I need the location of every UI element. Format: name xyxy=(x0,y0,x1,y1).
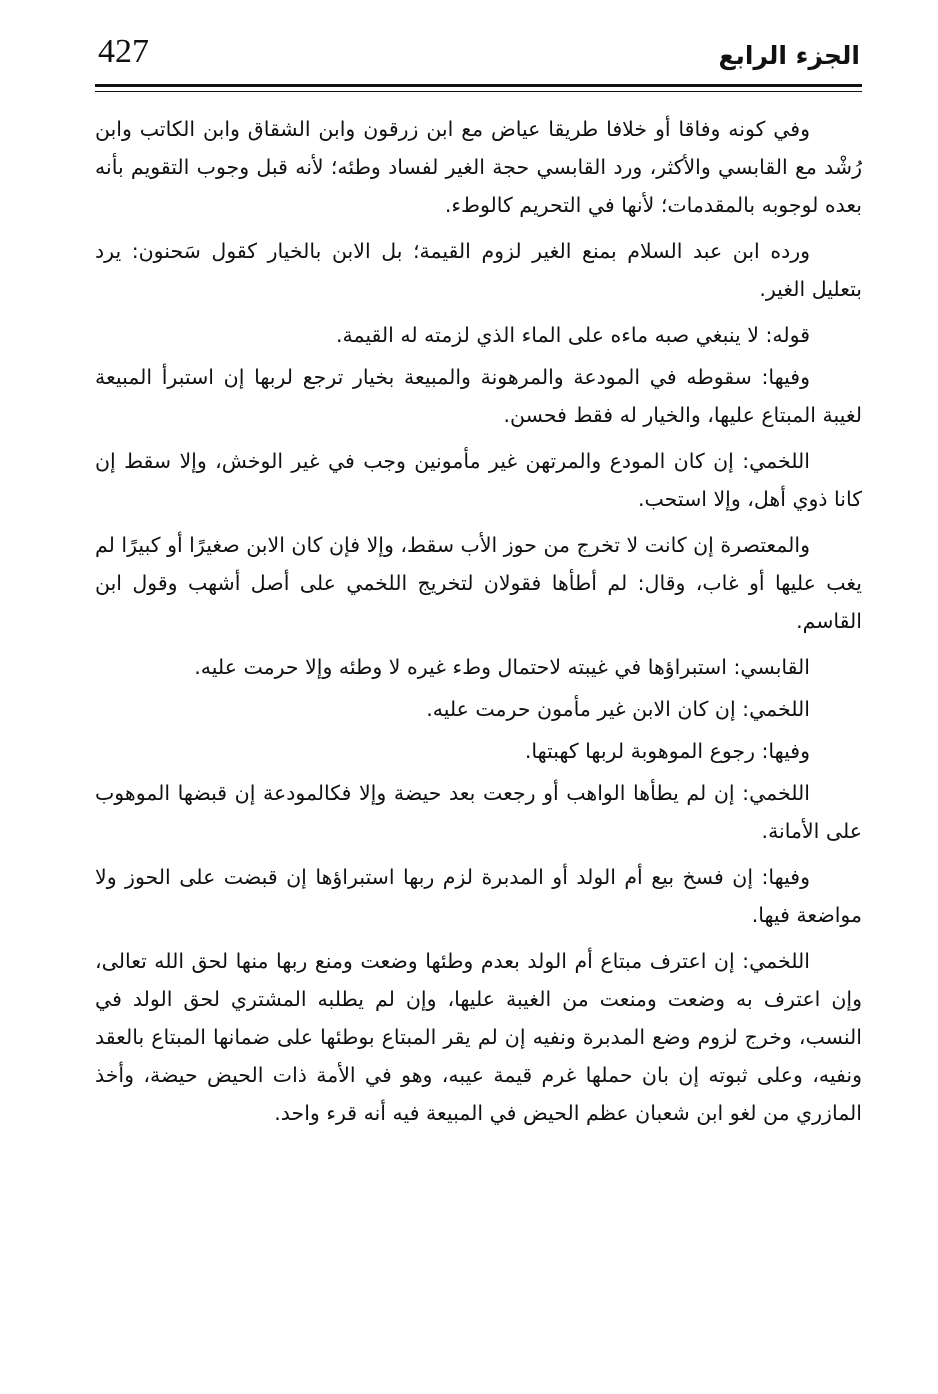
running-title: الجزء الرابع xyxy=(718,41,860,70)
paragraph: اللخمي: إن اعترف مبتاع أم الولد بعدم وطئها وضعت ومنع ربها منها لحق الله تعالى، وإن اعترف به وضعت ومنعت من الغيبة عليها، وإن لم يطلبه المشتري لحق الولد في النسب، وخرج لزوم وضع المدبرة ونفيه إن لم يقر المبتاع بوطئها على ضمانها المبتاع بالعقد ونفيه، وعلى ثبوته إن بان حملها غرم قيمة عيبه، وهو في الأمة ذات الحيض حيضة، وأخذ المازري من لغو ابن شعبان عظم الحيض في المبيعة فيه أنه قرء واحد. xyxy=(95,949,862,1125)
paragraph: قوله: لا ينبغي صبه ماءه على الماء الذي لزمته له القيمة. xyxy=(336,323,810,347)
header-rule xyxy=(95,84,862,87)
body-text xyxy=(95,110,862,1140)
paragraph: اللخمي: إن كان المودع والمرتهن غير مأمونين وجب في غير الوخش، وإلا سقط إن كانا ذوي أهل، وإلا استحب. xyxy=(95,449,862,511)
paragraph: القابسي: استبراؤها في غيبته لاحتمال وطء غيره لا وطئه وإلا حرمت عليه. xyxy=(194,655,810,679)
page-number: 427 xyxy=(98,33,149,70)
paragraph: وفيها: رجوع الموهوبة لربها كهبتها. xyxy=(524,739,810,763)
paragraph: وفي كونه وفاقا أو خلافا طريقا عياض مع ابن زرقون وابن الشقاق وابن الكاتب وابن رُشْد مع القابسي والأكثر، ورد القابسي حجة الغير لفساد وطئه؛ لأنه قبل وجوب التقويم بأنه بعده لوجوبه بالمقدمات؛ لأنها في التحريم كالوطء. xyxy=(95,117,862,217)
paragraph: اللخمي: إن لم يطأها الواهب أو رجعت بعد حيضة وإلا فكالمودعة إن قبضها الموهوب على الأمانة. xyxy=(95,781,862,843)
paragraph: وفيها: سقوطه في المودعة والمرهونة والمبيعة بخيار ترجع لربها إن استبرأ المبيعة لغيبة المبتاع عليها، والخيار له فقط فحسن. xyxy=(95,365,862,427)
paragraph: ورده ابن عبد السلام بمنع الغير لزوم القيمة؛ بل الابن بالخيار كقول سَحنون: يرد بتعليل الغير. xyxy=(95,239,862,301)
paragraph: والمعتصرة إن كانت لا تخرج من حوز الأب سقط، وإلا فإن كان الابن صغيرًا أو كبيرًا لم يغب عليها أو غاب، وقال: لم أطأها فقولان لتخريج اللخمي على أصل أشهب وقول ابن القاسم. xyxy=(95,533,862,633)
paragraph: اللخمي: إن كان الابن غير مأمون حرمت عليه. xyxy=(426,697,810,721)
header-rule-thin xyxy=(95,91,862,92)
paragraph: وفيها: إن فسخ بيع أم الولد أو المدبرة لزم ربها استبراؤها إن قبضت على الحوز ولا مواضعة فيها. xyxy=(95,865,862,927)
